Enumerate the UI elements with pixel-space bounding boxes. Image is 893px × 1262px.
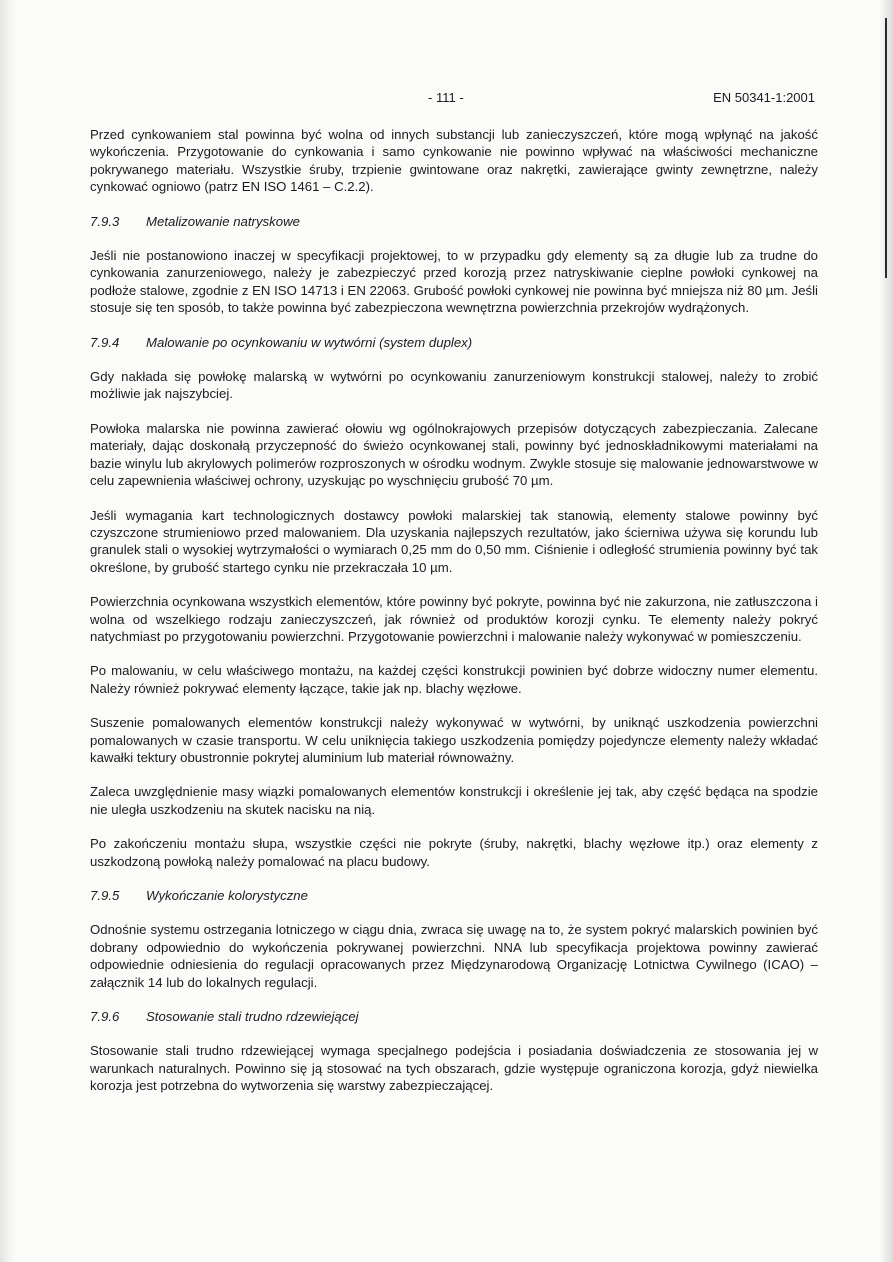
paragraph: Jeśli nie postanowiono inaczej w specyfikacji projektowej, to w przypadku gdy elementy są za długie lub za trudne do cynkowania zanurzeniowego, należy je zabezpieczyć przed korozją przez natryskiwanie cieplne powłoki cynkowej na podłoże stalowe, zgodnie z EN ISO 14713 i EN 22063. Grubość powłoki cynkowej nie powinna być mniejsza niż 80 µm. Jeśli stosuje się ten sposób, to także powinna być zabezpieczona wewnętrzna powierzchnia przekrojów wydrążonych. [90, 248, 818, 316]
section-number: 7.9.4 [90, 334, 120, 350]
section-title: Wykończanie kolorystyczne [146, 888, 308, 903]
intro-paragraph: Przed cynkowaniem stal powinna być wolna od innych substancji lub zanieczyszczeń, które mogą wpłynąć na jakość wykończenia. Przygotowanie do cynkowania i samo cynkowanie nie powinno wpływać na właściwości mechaniczne pokrywanego materiału. Wszystkie śruby, trzpienie gwintowane oraz nakrętki, zawierające gwinty zewnętrzne, należy cynkować ogniowo (patrz EN ISO 1461 – C.2.2). [90, 127, 818, 195]
section-heading-7-9-5 [90, 887, 818, 904]
document-id: EN 50341-1:2001 [713, 90, 815, 105]
paragraph: Po malowaniu, w celu właściwego montażu, na każdej części konstrukcji powinien być dobrze widoczny numer elementu. Należy również pokrywać elementy łączące, takie jak np. blachy węzłowe. [90, 663, 818, 696]
paragraph: Powłoka malarska nie powinna zawierać ołowiu wg ogólnokrajowych przepisów dotyczących zabezpieczania. Zalecane materiały, dając doskonałą przyczepność do świeżo ocynkowanej stali, powinny być jednoskładnikowymi materiałami na bazie winylu lub akrylowych polimerów rozproszonych w ośrodku wodnym. Zwykle stosuje się malowanie jednowarstwowe w celu zapewnienia właściwej ochrony, uzyskując po wyschnięciu grubość 70 µm. [90, 420, 818, 489]
page-header [90, 90, 815, 108]
section-heading-7-9-4 [90, 334, 818, 351]
section-title: Malowanie po ocynkowaniu w wytwórni (system duplex) [146, 334, 473, 350]
paragraph: Odnośnie systemu ostrzegania lotniczego w ciągu dnia, zwraca się uwagę na to, że system pokryć malarskich powinien być dobrany odpowiednio do wykończenia pokrywanej powierzchni. NNA lub specyfikacja projektowa powinny zawierać odpowiednie odniesienia do regulacji opracowanych przez Międzynarodową Organizację Lotnictwa Cywilnego (ICAO) – załącznik 14 lub do lokalnych regulacji. [90, 922, 818, 990]
paragraph: Po zakończeniu montażu słupa, wszystkie części nie pokryte (śruby, nakrętki, blachy węzłowe itp.) oraz elementy z uszkodzoną powłoką należy pomalować na placu budowy. [90, 836, 818, 869]
paragraph: Gdy nakłada się powłokę malarską w wytwórni po ocynkowaniu zanurzeniowym konstrukcji stalowej, należy to zrobić możliwie jak najszybciej. [90, 369, 818, 402]
section-title: Stosowanie stali trudno rdzewiejącej [146, 1009, 359, 1025]
paragraph: Zaleca uwzględnienie masy wiązki pomalowanych elementów konstrukcji i określenie jej tak, aby część będąca na spodzie nie uległa uszkodzeniu na skutek nacisku na nią. [90, 784, 818, 817]
page-content [90, 126, 818, 1112]
page-number: - 111 - [428, 90, 464, 105]
paragraph: Suszenie pomalowanych elementów konstrukcji należy wykonywać w wytwórni, by uniknąć uszkodzenia powierzchni pomalowanych w czasie transportu. W celu uniknięcia takiego uszkodzenia pomiędzy pojedyncze elementy należy wkładać kawałki tektury obustronnie pokrytej aluminium lub materiał równoważny. [90, 715, 818, 765]
section-heading-7-9-6 [90, 1008, 818, 1025]
section-number: 7.9.5 [90, 888, 120, 903]
paragraph: Powierzchnia ocynkowana wszystkich elementów, które powinny być pokryte, powinna być nie zakurzona, nie zatłuszczona i wolna od wszelkiego rodzaju zanieczyszczeń, jak również od produktów korozji cynku. Te elementy należy pokryć natychmiast po przygotowaniu powierzchni. Przygotowanie powierzchni i malowanie należy wykonywać w pomieszczeniu. [90, 594, 818, 644]
section-number: 7.9.6 [90, 1009, 120, 1025]
section-number: 7.9.3 [90, 213, 120, 229]
section-heading-7-9-3 [90, 213, 818, 230]
scan-edge-left [0, 0, 16, 1262]
section-title: Metalizowanie natryskowe [146, 213, 300, 229]
paragraph: Jeśli wymagania kart technologicznych dostawcy powłoki malarskiej tak stanowią, elementy stalowe powinny być czyszczone strumieniowo przed malowaniem. Dla uzyskania najlepszych rezultatów, jako ścierniwa używa się korundu lub granulek stali o wysokiej wytrzymałości o wymiarach 0,25 mm do 0,50 mm. Ciśnienie i odległość strumienia powinny być tak określone, by grubość startego cynku nie przekraczała 10 µm. [90, 507, 818, 575]
paragraph: Stosowanie stali trudno rdzewiejącej wymaga specjalnego podejścia i posiadania doświadczenia ze stosowania jej w warunkach naturalnych. Powinno się ją stosować na tych obszarach, gdzie występuje ograniczona korozja, gdyż niewielka korozja jest potrzebna do wytworzenia się warstwy zabezpieczającej. [90, 1043, 818, 1094]
scan-artifact-line [885, 18, 887, 278]
